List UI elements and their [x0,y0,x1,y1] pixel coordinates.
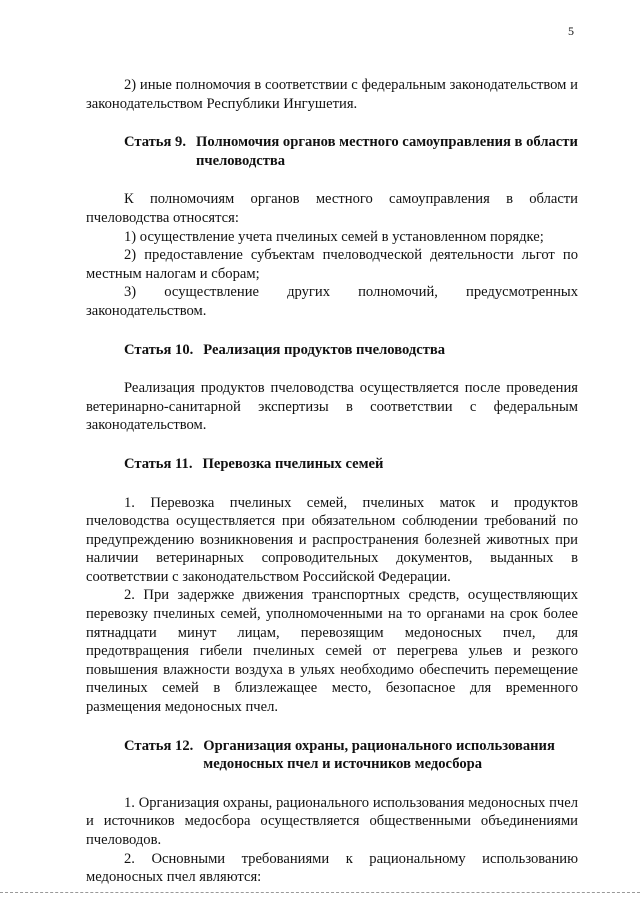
paragraph: 2. При задержке движения транспортных средств, осуществляющих перевозку пчелиных семей, уполномоченными на то органами на срок более пятнадцати минут лицам, перевозящим медоносных пчел, для предотвращения гибели пчелиных семей от перегрева ульев и резкого повышения влажности воздуха в ульях необходимо обеспечить перемещение пчелиных семей в близлежащее место, безопасное для временного размещения медоносных пчел. [86,587,578,716]
paragraph: Реализация продуктов пчеловодства осуществляется после проведения ветеринарно-санитарной экспертизы в соответствии с федеральным законодательством. [86,380,578,434]
paragraph: 2) иные полномочия в соответствии с федеральным законодательством и законодательством Республики Ингушетия. [86,77,578,112]
article-title: Организация охраны, рационального использования медоносных пчел и источников медосбора [203,737,555,773]
page-number: 5 [568,24,574,38]
article-number: Статья 12. [124,737,194,754]
document-body [86,76,578,887]
article-number: Статья 9. [124,134,186,151]
article-heading-11 [86,455,578,474]
paragraph: 2) предоставление субъектам пчеловодческой деятельности льгот по местным налогам и сборам; [86,247,578,282]
paragraph: 1) осуществление учета пчелиных семей в установленном порядке; [124,228,544,245]
paragraph: 2. Основными требованиями к рациональному использованию медоносных пчел являются: [86,850,578,886]
article-title: Реализация продуктов пчеловодства [203,341,446,358]
paragraph: К полномочиям органов местного самоуправления в области пчеловодства относятся: [86,191,578,226]
paragraph: 1. Перевозка пчелиных семей, пчелиных маток и продуктов пчеловодства осуществляется при обязательном соблюдении требований по предупреждению возникновения и распространения болезней животных при наличии ветеринарных сопроводительных документов, выданных в соответствии с законодательством Российской Федерации. [86,494,578,585]
paragraph: 1. Организация охраны, рационального использования медоносных пчел и источников медосбора осуществляется общественными объединениями пчеловодов. [86,794,578,848]
article-number: Статья 10. [124,341,194,358]
article-title: Полномочия органов местного самоуправления в области пчеловодства [196,134,578,169]
page-edge-line [0,892,640,893]
article-heading-9 [86,133,578,170]
article-title: Перевозка пчелиных семей [202,455,384,472]
article-heading-10 [86,341,578,360]
paragraph: 3) осуществление других полномочий, предусмотренных законодательством. [86,284,578,319]
article-heading-12 [86,737,578,774]
article-number: Статья 11. [124,455,193,472]
